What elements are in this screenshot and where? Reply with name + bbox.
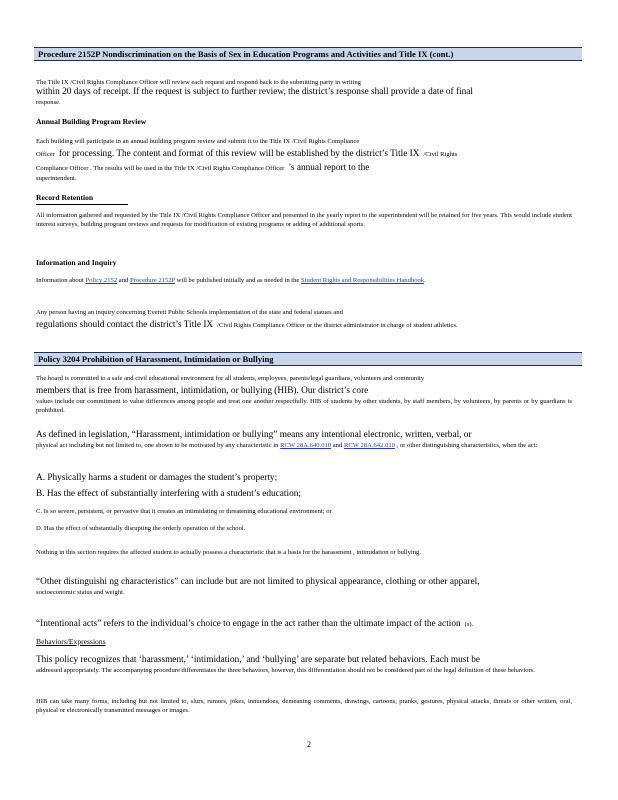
paragraph-line: response. — [36, 99, 61, 106]
procedure-2152p-link[interactable]: Procedure 2152P — [129, 277, 175, 284]
paragraph-line: Each building will participate in an annual building program review and submit it to the Title IX /Civil Rights Compliance — [36, 138, 360, 145]
text-run: physical act including but not limited to, one shown to be motivated by any characteristic in — [36, 442, 279, 449]
section-header-procedure-2152p: Procedure 2152P Nondiscrimination on the Basis of Sex in Education Programs and Activities and Title IX (cont.) — [34, 47, 582, 61]
paragraph-hib-definition — [36, 430, 572, 450]
paragraph-board-commitment — [36, 374, 572, 415]
paragraph-line: “Other distinguishi ng characteristics” can include but are not limited to physical appearance, clothing or other apparel, — [36, 577, 480, 587]
paragraph-line: superintendent. — [36, 175, 77, 182]
heading-annual-building-program-review: Annual Building Program Review — [36, 117, 147, 126]
rcw-28a-642-010-link[interactable]: RCW 28A.642.010 — [343, 442, 395, 449]
paragraph-line: The Title IX /Civil Rights Compliance Officer will review each request and respond back to the submitting party in writing — [36, 79, 361, 86]
paragraph-line: addressed appropriately. The accompanying procedure differentiates the three behaviors, however, this differentiation should not be considered part of the legal definition of these behaviors. — [36, 667, 535, 674]
paragraph-distinguishing-characteristics — [36, 577, 572, 597]
paragraph-line: values include our commitment to value differences among people and treat one another respectfully. HIB of students by other students, by staff members, by volunteers, by parents or by guardians is prohibited. — [36, 398, 572, 414]
list-item-d: D. Has the effect of substantially disrupting the orderly operation of the school. — [36, 525, 246, 532]
paragraph-information — [36, 276, 572, 285]
text-run: “Intentional acts” refers to the individual’s choice to engage in the act rather than the ultimate impact of the action — [36, 619, 461, 629]
text-run: members that is free from harassment, intimidation, or bullying (HIB). Our district’s core — [36, 386, 369, 396]
heading-underline — [36, 204, 128, 205]
heading-behaviors-expressions: Behaviors/Expressions — [36, 637, 106, 646]
paragraph-hib-forms: HIB can take many forms, including but not limited to, slurs, rumors, jokes, innuendoes, demeaning comments, drawings, cartoons, pranks, gestures, physical attacks, threats or other written, oral, physical or electronically transmitted messages or images. — [36, 698, 572, 714]
text-run: regulations should contact the district’s Title IX — [36, 320, 214, 330]
text-run: /Civil Rights — [423, 151, 458, 158]
paragraph-line — [36, 441, 572, 450]
list-item-c: C. Is so severe, persistent, or pervasive that it creates an intimidating or threatening educational environment; or — [36, 508, 332, 515]
policy-2152-link[interactable]: Policy 2152 — [85, 277, 118, 284]
paragraph-inquiry — [36, 308, 572, 331]
text-run: Information about — [36, 277, 84, 284]
paragraph-line: This policy recognizes that ‘harassment,’ ‘intimidation,’ and ‘bullying’ are separate but related behaviors. Each must be — [36, 655, 481, 665]
paragraph-line — [36, 146, 572, 160]
text-run: will be published initially and as needed in the — [176, 277, 300, 284]
list-item-a: A. Physically harms a student or damages the student’s property; — [36, 473, 278, 483]
paragraph-line — [36, 160, 572, 174]
text-run: and — [332, 442, 343, 449]
rcw-28a-640-010-link[interactable]: RCW 28A.640.010 — [280, 442, 332, 449]
paragraph-line: Any person having an inquiry concerning Everett Public Schools implementation of the state and federal statues and — [36, 309, 343, 316]
paragraph-annual-review — [36, 137, 572, 183]
page-number: 2 — [307, 740, 311, 749]
section-header-policy-3204: Policy 3204 Prohibition of Harassment, Intimidation or Bullying — [34, 352, 582, 366]
text-run: for processing. The content and format of this review will be established by the district’s Title IX — [58, 149, 420, 159]
text-run: ’s annual report to the — [288, 163, 370, 173]
paragraph-line: The board is committed to a safe and civil educational environment for all students, employees, parents/legal guardians, volunteers and community — [36, 375, 425, 382]
heading-information-and-inquiry: Information and Inquiry — [36, 258, 117, 267]
paragraph-line: within 20 days of receipt. If the request is subject to further review, the district’s response shall provide a date of final — [36, 87, 473, 97]
text-run: . — [424, 277, 426, 284]
paragraph-line — [36, 317, 572, 331]
student-rights-handbook-link[interactable]: Student Rights and Responsibilities Handbook — [301, 277, 425, 284]
text-run: /Civil Rights Compliance Officer or the district administrator in charge of student athletics. — [217, 322, 458, 329]
paragraph-line — [36, 383, 572, 397]
text-run: (s). — [464, 621, 474, 628]
paragraph-line: socioeconomic status and weight. — [36, 589, 125, 596]
paragraph-behaviors — [36, 655, 572, 675]
heading-record-retention: Record Retention — [36, 193, 94, 202]
paragraph-nothing-requires: Nothing in this section requires the affected student to actually possess a characteristic that is a basis for the harassment , intimidation or bullying. — [36, 549, 421, 556]
text-run: and — [118, 277, 129, 284]
paragraph-review-response — [36, 78, 572, 107]
paragraph-record-retention: All information gathered and requested by the Title IX /Civil Rights Compliance Officer and presented in the yearly report to the superintendent will be retained for five years. This would include student interest surveys, building program reviews and requests for modification of existing programs or adding of additional sports. — [36, 212, 572, 228]
text-run: , or other distinguishing characteristics, when the act: — [396, 442, 538, 449]
list-item-b: B. Has the effect of substantially interfering with a student’s education; — [36, 489, 301, 499]
text-run: Compliance Officer . The results will be used in the Title IX /Civil Rights Compliance Officer — [36, 165, 285, 172]
paragraph-line: As defined in legislation, “Harassment, intimidation or bullying” means any intentional electronic, written, verbal, or — [36, 430, 472, 440]
text-run: Officer — [36, 151, 55, 158]
paragraph-intentional-acts — [36, 613, 572, 631]
